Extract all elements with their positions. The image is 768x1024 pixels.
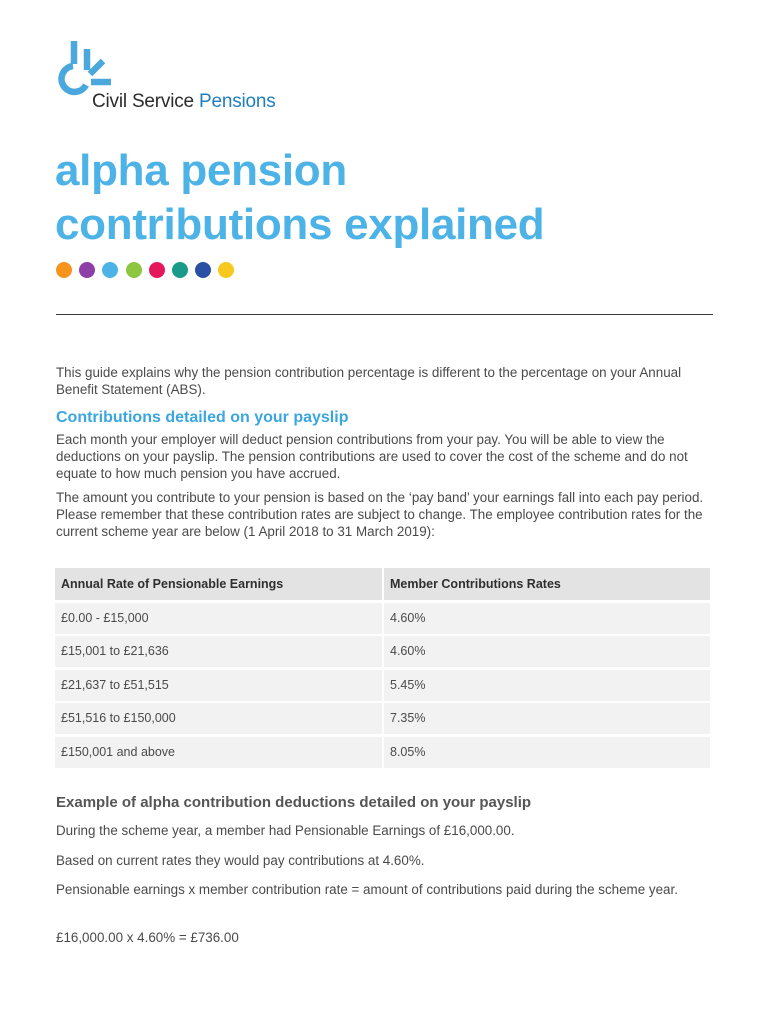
logo-word-pensions: Pensions bbox=[199, 91, 276, 112]
table-row bbox=[55, 636, 710, 667]
table-row bbox=[55, 670, 710, 701]
header-divider bbox=[56, 314, 713, 315]
table-row bbox=[55, 603, 710, 634]
table-row bbox=[55, 703, 710, 734]
payslip-paragraph-1: Each month your employer will deduct pension contributions from your pay. You will be able to view the deductions on your payslip. The pension contributions are used to cover the cost of the scheme and do not equate to how much pension you have accrued. bbox=[56, 432, 688, 481]
decorative-dot-2 bbox=[79, 262, 95, 278]
table-cell-earnings: £15,001 to £21,636 bbox=[55, 636, 382, 667]
decorative-dot-3 bbox=[102, 262, 118, 278]
decorative-dot-row bbox=[56, 262, 234, 278]
table-cell-rate: 8.05% bbox=[384, 737, 710, 768]
table-header-earnings: Annual Rate of Pensionable Earnings bbox=[55, 568, 382, 600]
example-calculation: £16,000.00 x 4.60% = £736.00 bbox=[56, 930, 239, 945]
table-cell-rate: 5.45% bbox=[384, 670, 710, 701]
example-paragraph-2: Based on current rates they would pay contributions at 4.60%. bbox=[56, 853, 425, 868]
example-paragraph-3: Pensionable earnings x member contribution rate = amount of contributions paid during the scheme year. bbox=[56, 882, 678, 897]
table-cell-rate: 7.35% bbox=[384, 703, 710, 734]
logo-wordmark bbox=[92, 91, 276, 113]
decorative-dot-7 bbox=[195, 262, 211, 278]
decorative-dot-6 bbox=[172, 262, 188, 278]
table-header-rates: Member Contributions Rates bbox=[384, 568, 710, 600]
civil-service-pensions-logo bbox=[56, 38, 356, 118]
page-title bbox=[55, 144, 715, 252]
decorative-dot-5 bbox=[149, 262, 165, 278]
page-title-line-2: contributions explained bbox=[55, 200, 545, 249]
page-title-line-1: alpha pension bbox=[55, 146, 347, 195]
table-cell-earnings: £51,516 to £150,000 bbox=[55, 703, 382, 734]
table-cell-earnings: £150,001 and above bbox=[55, 737, 382, 768]
decorative-dot-8 bbox=[218, 262, 234, 278]
table-cell-earnings: £0.00 - £15,000 bbox=[55, 603, 382, 634]
table-header-row bbox=[55, 568, 710, 600]
intro-paragraph: This guide explains why the pension contribution percentage is different to the percentage on your Annual Benefit Statement (ABS). bbox=[56, 365, 682, 397]
example-paragraph-1: During the scheme year, a member had Pensionable Earnings of £16,000.00. bbox=[56, 823, 515, 838]
table-cell-rate: 4.60% bbox=[384, 636, 710, 667]
logo-word-civil-service: Civil Service bbox=[92, 91, 194, 112]
table-row bbox=[55, 737, 710, 768]
decorative-dot-4 bbox=[126, 262, 142, 278]
table-cell-rate: 4.60% bbox=[384, 603, 710, 634]
section-heading-example: Example of alpha contribution deductions detailed on your payslip bbox=[56, 794, 532, 811]
contribution-rates-table bbox=[55, 568, 710, 771]
table-cell-earnings: £21,637 to £51,515 bbox=[55, 670, 382, 701]
section-heading-payslip: Contributions detailed on your payslip bbox=[56, 409, 349, 426]
payslip-paragraph-2: The amount you contribute to your pension is based on the ‘pay band’ your earnings fall into each pay period. Please remember that these contribution rates are subject to change. The employee contribution rates for the current scheme year are below (1 April 2018 to 31 March 2019): bbox=[56, 490, 704, 539]
logo-mark-icon bbox=[56, 38, 126, 98]
decorative-dot-1 bbox=[56, 262, 72, 278]
